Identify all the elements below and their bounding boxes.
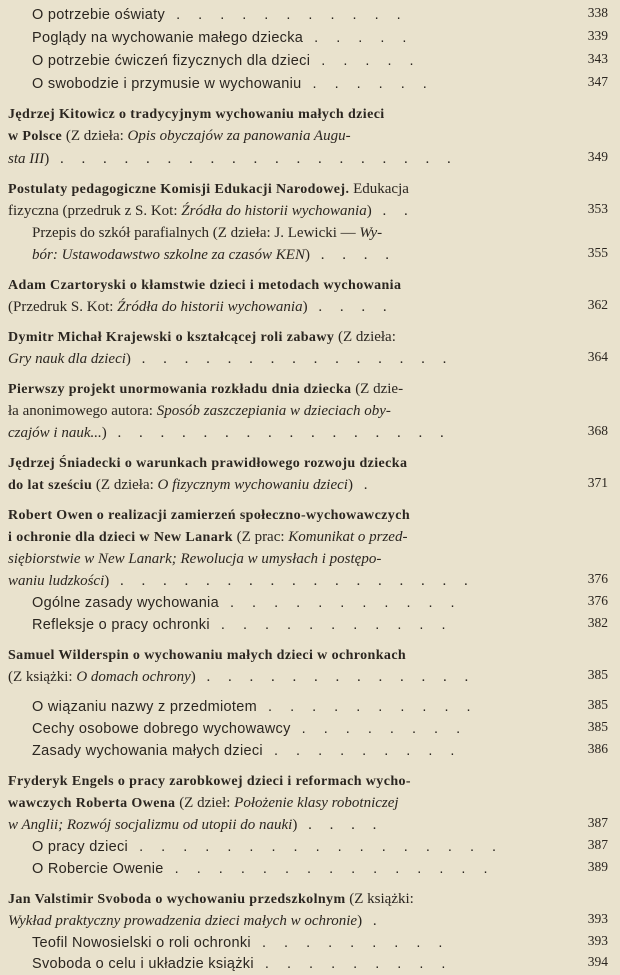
- page-number: 389: [587, 859, 608, 874]
- toc-entry-text: [8, 548, 381, 570]
- toc-text-segment: Wy-: [359, 225, 383, 241]
- page-number: 376: [587, 571, 608, 586]
- toc-text-segment: ): [304, 247, 310, 263]
- toc-text-segment: (Z książki:: [8, 669, 77, 685]
- leader-dots: . . . .: [297, 817, 384, 833]
- toc-line: [0, 73, 620, 95]
- toc-entry-text: [32, 244, 396, 266]
- leader-dots: .: [362, 913, 384, 929]
- toc-entry-text: [8, 378, 403, 401]
- toc-text-segment: Źródła do historii wychowania: [117, 299, 303, 315]
- toc-text-segment: Robert Owen o realizacji zamierzeń społeczno-wychowawczych: [8, 508, 410, 523]
- toc-line: [0, 814, 620, 836]
- toc-text-segment: ): [190, 669, 196, 685]
- page-number: 355: [587, 245, 608, 260]
- toc-text-segment: Komunikat o przed-: [288, 529, 408, 545]
- toc-line: [0, 770, 620, 792]
- toc-line: [0, 888, 620, 910]
- toc-text-segment: do lat sześciu: [8, 478, 93, 493]
- toc-text-segment: (Z książki:: [345, 891, 414, 907]
- toc-line: [0, 548, 620, 570]
- toc-text-segment: fizyczna (przedruk z S. Kot:: [8, 203, 182, 219]
- toc-text-segment: ): [347, 477, 353, 493]
- toc-line: [0, 474, 620, 496]
- toc-entry-text: [8, 125, 351, 148]
- toc-line: [0, 222, 620, 244]
- toc-text-segment: Svoboda o celu i układzie książki: [32, 956, 254, 972]
- toc-line: [0, 452, 620, 474]
- toc-text-segment: Dymitr Michał Krajewski o kształcącej roli zabawy: [8, 330, 335, 345]
- page-number: 364: [587, 349, 608, 364]
- toc-line: [0, 836, 620, 858]
- toc-text-segment: Gry nauk dla dzieci: [8, 351, 126, 367]
- toc-text-segment: (Z prac:: [232, 529, 289, 545]
- toc-entry-text: [8, 103, 385, 126]
- toc-entry-text: [32, 73, 434, 95]
- leader-dots: . . . . . . . . . . .: [218, 595, 462, 611]
- page-number: 393: [587, 933, 608, 948]
- leader-dots: . . . . . . . . . . . . .: [195, 669, 476, 685]
- toc-line: [0, 178, 620, 200]
- toc-line: [0, 378, 620, 400]
- toc-entry-text: [8, 644, 406, 667]
- toc-entry-text: [8, 452, 407, 475]
- toc-text-segment: ): [104, 573, 110, 589]
- page-number: 353: [587, 201, 608, 216]
- page-number: 393: [587, 911, 608, 926]
- toc-text-segment: ): [125, 351, 131, 367]
- leader-dots: . . . . . . . . .: [262, 743, 462, 759]
- toc-text-segment: O swobodzie i przymusie w wychowaniu: [32, 76, 302, 92]
- page-number: 339: [587, 28, 608, 43]
- toc-entry-text: [32, 932, 449, 954]
- leader-dots: . . . . . . . . . . . . . . . . .: [109, 573, 475, 589]
- toc-entry-text: [8, 422, 451, 444]
- leader-dots: . . . .: [309, 247, 396, 263]
- toc-text-segment: O domach ochrony: [76, 669, 191, 685]
- toc-line: [0, 27, 620, 49]
- toc-line: [0, 348, 620, 370]
- toc-line: [0, 296, 620, 318]
- page-number: 385: [587, 719, 608, 734]
- toc-text-segment: Opis obyczajów za panowania Augu-: [127, 128, 351, 144]
- toc-entry-text: [8, 770, 411, 793]
- toc-entry-text: [8, 274, 401, 297]
- leader-dots: . . . .: [307, 299, 394, 315]
- toc-text-segment: O potrzebie oświaty: [32, 7, 166, 23]
- toc-entry-text: [32, 696, 478, 718]
- toc-text-segment: Samuel Wilderspin o wychowaniu małych dzieci w ochronkach: [8, 648, 407, 663]
- toc-line: [0, 666, 620, 688]
- toc-text-segment: (Przedruk S. Kot:: [8, 299, 118, 315]
- toc-entry-text: [32, 953, 452, 975]
- toc-text-segment: Ogólne zasady wychowania: [32, 595, 219, 611]
- toc-text-segment: Adam Czartoryski o kłamstwie dzieci i metodach wychowania: [8, 278, 402, 293]
- toc-text-segment: Poglądy na wychowanie małego dziecka: [32, 30, 304, 46]
- toc-line: [0, 740, 620, 762]
- toc-line: [0, 422, 620, 444]
- toc-line: [0, 910, 620, 932]
- page-number: 385: [587, 667, 608, 682]
- leader-dots: . . . . . . . . .: [253, 956, 453, 972]
- toc-text-segment: ): [302, 299, 308, 315]
- leader-dots: . . . . . . . .: [290, 721, 468, 737]
- toc-text-segment: ): [44, 151, 50, 167]
- page-number: 387: [587, 837, 608, 852]
- toc-line: [0, 792, 620, 814]
- toc-text-segment: Postulaty pedagogiczne Komisji Edukacji Narodowej.: [8, 182, 350, 197]
- page-number: 385: [587, 697, 608, 712]
- page-number: 338: [587, 5, 608, 20]
- page-number: 387: [587, 815, 608, 830]
- toc-text-segment: Jędrzej Śniadecki o warunkach prawidłowego rozwoju dziecka: [8, 456, 408, 471]
- toc-text-segment: i ochronie dla dzieci w New Lanark: [8, 530, 233, 545]
- toc-text-segment: ): [366, 203, 372, 219]
- toc-entry-text: [8, 148, 458, 170]
- toc-text-segment: Położenie klasy robotniczej: [234, 795, 399, 811]
- page-number: 343: [587, 51, 608, 66]
- toc-entry-text: [32, 222, 382, 244]
- toc-line: [0, 953, 620, 975]
- toc-line: [0, 696, 620, 718]
- toc-text-segment: (Z dzieła:: [92, 477, 158, 493]
- toc-line: [0, 526, 620, 548]
- toc-entry-text: [32, 718, 467, 740]
- page-number: 382: [587, 615, 608, 630]
- leader-dots: . . . . . . . . . . .: [209, 617, 453, 633]
- toc-entry-text: [8, 792, 399, 815]
- toc-entry-text: [8, 326, 396, 349]
- toc-line: [0, 400, 620, 422]
- toc-text-segment: ): [101, 425, 107, 441]
- toc-line: [0, 4, 620, 26]
- toc-text-segment: Sposób zaszczepiania w dzieciach oby-: [156, 403, 391, 419]
- leader-dots: . . . . . . . . . . . . . . . .: [106, 425, 451, 441]
- toc-entry-text: [32, 836, 503, 858]
- leader-dots: . . . . . . . . . . . . . . .: [163, 861, 495, 877]
- toc-entry-text: [8, 666, 475, 688]
- toc-text-segment: (Z dzie-: [351, 381, 404, 397]
- toc-text-segment: Przepis do szkół parafialnych (Z dzieła: J. Lewicki —: [32, 225, 360, 241]
- toc-text-segment: siębiorstwie w New Lanark; Rewolucja w umysłach i postępo-: [8, 551, 382, 567]
- leader-dots: . . . . . . . . . . .: [165, 7, 408, 23]
- toc-text-segment: O fizycznym wychowaniu dzieci: [157, 477, 348, 493]
- toc-text-segment: ła anonimowego autora:: [8, 403, 157, 419]
- toc-text-segment: Źródła do historii wychowania: [181, 203, 367, 219]
- toc-entry-text: [8, 504, 410, 527]
- toc-text-segment: w Polsce: [8, 129, 63, 144]
- toc-text-segment: Zasady wychowania małych dzieci: [32, 743, 263, 759]
- page-number: 376: [587, 593, 608, 608]
- toc-entry-text: [8, 178, 409, 201]
- toc-text-segment: ): [357, 913, 363, 929]
- toc-entry-text: [32, 740, 461, 762]
- toc-text-segment: Edukacja: [349, 181, 409, 197]
- toc-line: [0, 570, 620, 592]
- toc-text-segment: Jędrzej Kitowicz o tradycyjnym wychowaniu małych dzieci: [8, 107, 385, 122]
- toc-entry-text: [8, 400, 391, 422]
- toc-text-segment: Wykład praktyczny prowadzenia dzieci małych w ochronie: [8, 913, 358, 929]
- toc-entry-text: [32, 27, 413, 49]
- leader-dots: . . . . . .: [301, 76, 434, 92]
- toc-text-segment: O wiązaniu nazwy z przedmiotem: [32, 699, 257, 715]
- toc-text-segment: O Robercie Owenie: [32, 861, 164, 877]
- leader-dots: . . . . . . . . . .: [256, 699, 478, 715]
- leader-dots: .: [352, 477, 375, 493]
- toc-line: [0, 326, 620, 348]
- toc-text-segment: waniu ludzkości: [8, 573, 105, 589]
- toc-text-segment: O potrzebie ćwiczeń fizycznych dla dzieci: [32, 53, 311, 69]
- toc-text-segment: bór: Ustawodawstwo szkolne za czasów KEN: [32, 247, 305, 263]
- toc-entry-text: [8, 570, 475, 592]
- leader-dots: . . . . . . . . . . . . . . .: [130, 351, 454, 367]
- leader-dots: . . . . . . . . . . . . . . . . . . .: [49, 151, 458, 167]
- page-number: 371: [587, 475, 608, 490]
- toc-text-segment: Cechy osobowe dobrego wychowawcy: [32, 721, 291, 737]
- toc-entry-text: [32, 858, 495, 880]
- toc-text-segment: (Z dzieła:: [62, 128, 128, 144]
- toc-entry-text: [32, 592, 462, 614]
- toc-line: [0, 504, 620, 526]
- toc-entry-text: [8, 474, 374, 497]
- toc-line: [0, 244, 620, 266]
- toc-entry-text: [8, 526, 407, 549]
- leader-dots: . . . . . . . . . . . . . . . . .: [128, 839, 504, 855]
- toc-line: [0, 50, 620, 72]
- toc-entry-text: [8, 814, 383, 836]
- toc-entry-text: [8, 296, 394, 318]
- toc-line: [0, 125, 620, 147]
- toc-text-segment: Jan Valstimir Svoboda o wychowaniu przedszkolnym: [8, 892, 346, 907]
- toc-entry-text: [8, 348, 453, 370]
- toc-text-segment: (Z dzieła:: [334, 329, 396, 345]
- page-number: 368: [587, 423, 608, 438]
- toc-line: [0, 274, 620, 296]
- toc-line: [0, 858, 620, 880]
- toc-line: [0, 103, 620, 125]
- toc-text-segment: sta III: [8, 151, 45, 167]
- toc-entry-text: [32, 4, 408, 26]
- toc-text-segment: ): [292, 817, 298, 833]
- page-number: 394: [587, 954, 608, 969]
- leader-dots: . .: [371, 203, 415, 219]
- toc-entry-text: [8, 200, 415, 222]
- toc-text-segment: Pierwszy projekt unormowania rozkładu dnia dziecka: [8, 382, 352, 397]
- toc-line: [0, 718, 620, 740]
- page-number: 362: [587, 297, 608, 312]
- toc-text-segment: (Z dzieł:: [175, 795, 235, 811]
- toc-line: [0, 614, 620, 636]
- toc-text-segment: Refleksje o pracy ochronki: [32, 617, 210, 633]
- toc-line: [0, 644, 620, 666]
- toc-text-segment: Fryderyk Engels o pracy zarobkowej dzieci i reformach wycho-: [8, 774, 411, 789]
- toc-line: [0, 932, 620, 954]
- leader-dots: . . . . .: [303, 30, 414, 46]
- toc-text-segment: O pracy dzieci: [32, 839, 129, 855]
- toc-line: [0, 200, 620, 222]
- toc-entry-text: [8, 910, 384, 932]
- page-number: 386: [587, 741, 608, 756]
- toc-entry-text: [32, 614, 453, 636]
- toc-entry-text: [8, 888, 414, 911]
- toc-text-segment: czajów i nauk...: [8, 425, 102, 441]
- toc-text-segment: w Anglii; Rozwój socjalizmu od utopii do nauki: [8, 817, 293, 833]
- toc-text-segment: wawczych Roberta Owena: [8, 796, 176, 811]
- toc-line: [0, 148, 620, 170]
- leader-dots: . . . . . . . . .: [250, 935, 450, 951]
- toc-line: [0, 592, 620, 614]
- toc-entry-text: [32, 50, 421, 72]
- page-number: 347: [587, 74, 608, 89]
- leader-dots: . . . . .: [310, 53, 421, 69]
- toc-text-segment: Teofil Nowosielski o roli ochronki: [32, 935, 251, 951]
- page-number: 349: [587, 149, 608, 164]
